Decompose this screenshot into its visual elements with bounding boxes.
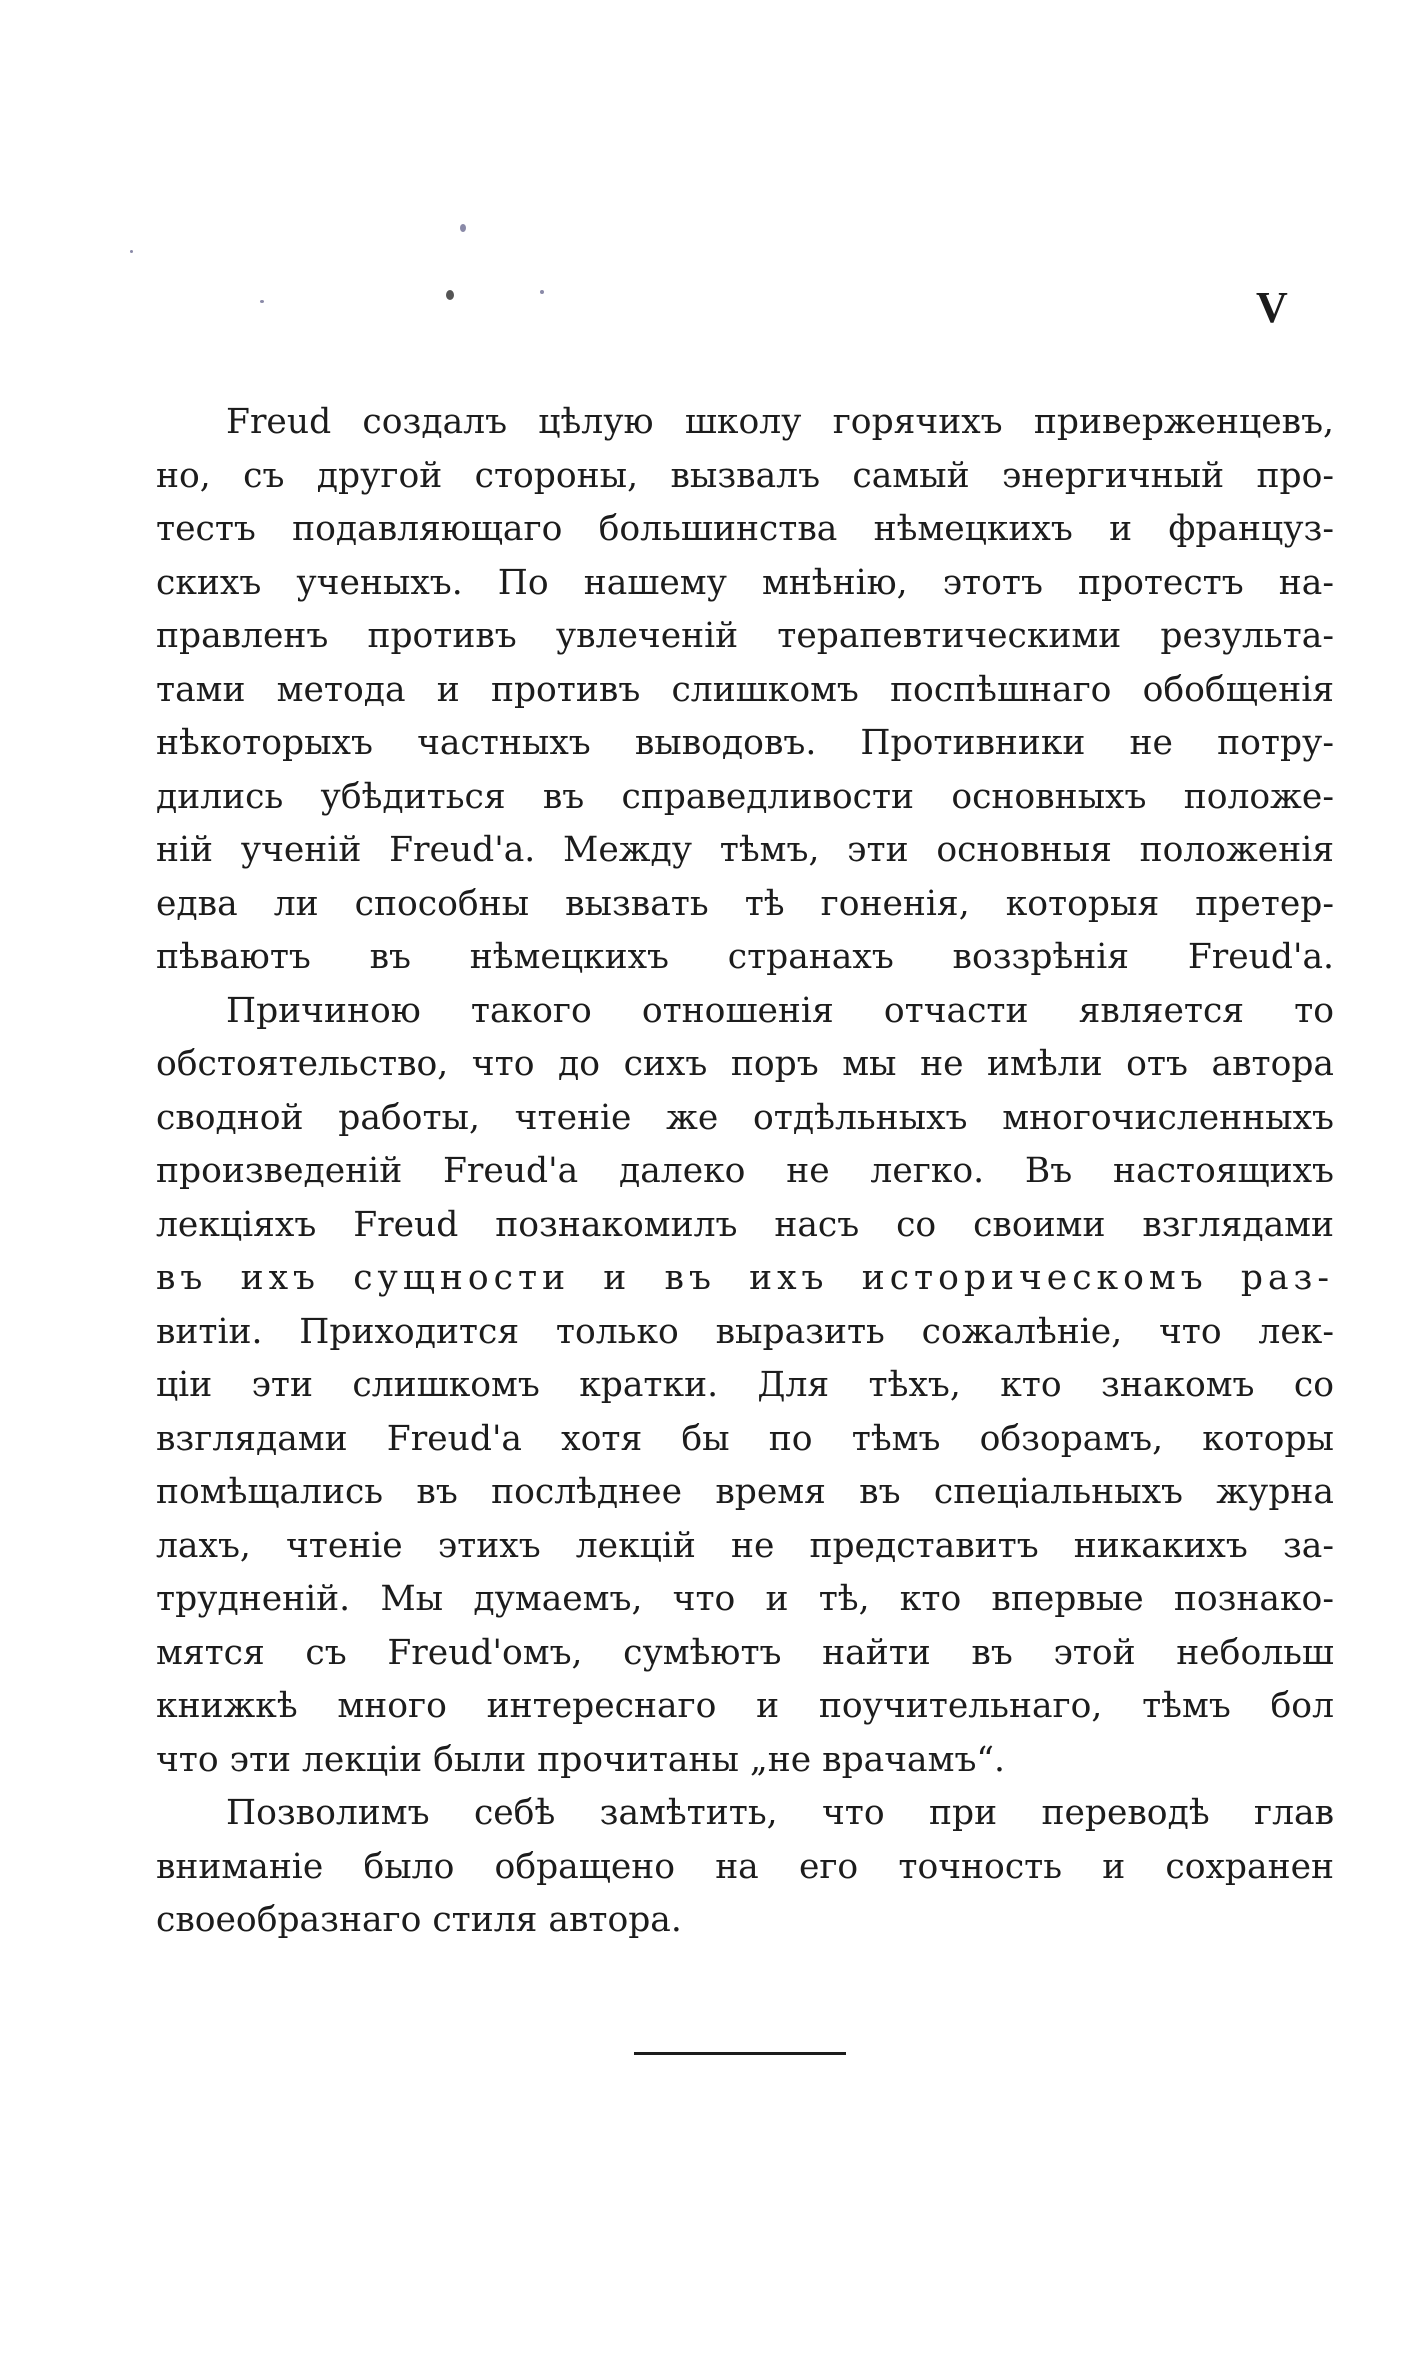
body-text [156,396,1334,1948]
text-line: мятся съ Freud'омъ, сумѣютъ найти въ этой небольш [156,1632,1334,1673]
text-line: Причиною такого отношенія отчасти является то [226,990,1334,1031]
text-line: трудненій. Мы думаемъ, что и тѣ, кто впервые познако- [156,1579,1334,1619]
text-line: лахъ, чтеніе этихъ лекцій не представитъ никакихъ за- [156,1525,1334,1566]
text-line: нѣкоторыхъ частныхъ выводовъ. Противники не потру- [156,723,1334,763]
text-line: своеобразнаго стиля автора. [156,1900,682,1940]
text-line: едва ли способны вызвать тѣ гоненія, которыя претер- [156,883,1334,924]
text-line: лекціяхъ Freud познакомилъ насъ со своими взглядами [156,1204,1334,1245]
text-line: что эти лекціи были прочитаны „не врачамъ“. [156,1739,1006,1780]
print-specks [120,220,620,380]
text-line: вниманіе было обращено на его точность и сохранен [156,1846,1334,1887]
text-line: Позволимъ себѣ замѣтить, что при переводѣ глав [226,1793,1334,1833]
text-line: Freud создалъ цѣлую школу горячихъ приверженцевъ, [226,402,1334,442]
text-line: скихъ ученыхъ. По нашему мнѣнію, этотъ протестъ на- [156,562,1334,603]
text-line: витіи. Приходится только выразить сожалѣніе, что лек- [156,1311,1334,1352]
text-line: взглядами Freud'а хотя бы по тѣмъ обзорамъ, которы [156,1418,1334,1459]
text-line: пѣваютъ въ нѣмецкихъ странахъ воззрѣнія Freud'а. [156,937,1334,977]
text-line: тестъ подавляющаго большинства нѣмецкихъ и француз- [156,509,1334,549]
text-line: правленъ противъ увлеченій терапевтическими результа- [156,616,1334,656]
page-number: V [1256,283,1289,332]
closing-rule [634,2052,846,2055]
text-line: обстоятельство, что до сихъ поръ мы не имѣли отъ автора [156,1044,1334,1084]
text-line: ціи эти слишкомъ кратки. Для тѣхъ, кто знакомъ со [156,1365,1334,1405]
text-line: помѣщались въ послѣднее время въ спеціальныхъ журна [156,1472,1334,1512]
text-line: сводной работы, чтеніе же отдѣльныхъ многочисленныхъ [156,1097,1334,1138]
text-line: ній ученій Freud'а. Между тѣмъ, эти основныя положенія [156,830,1334,870]
text-line: тами метода и противъ слишкомъ поспѣшнаго обобщенія [156,669,1334,710]
text-line: произведеній Freud'а далеко не легко. Въ настоящихъ [156,1151,1334,1191]
text-line: книжкѣ много интереснаго и поучительнаго, тѣмъ бол [156,1686,1334,1726]
text-line: въ ихъ сущности и въ ихъ историческомъ раз- [156,1258,1334,1298]
text-line: но, съ другой стороны, вызвалъ самый энергичный про- [156,455,1334,496]
text-line: дились убѣдиться въ справедливости основныхъ положе- [156,776,1334,817]
